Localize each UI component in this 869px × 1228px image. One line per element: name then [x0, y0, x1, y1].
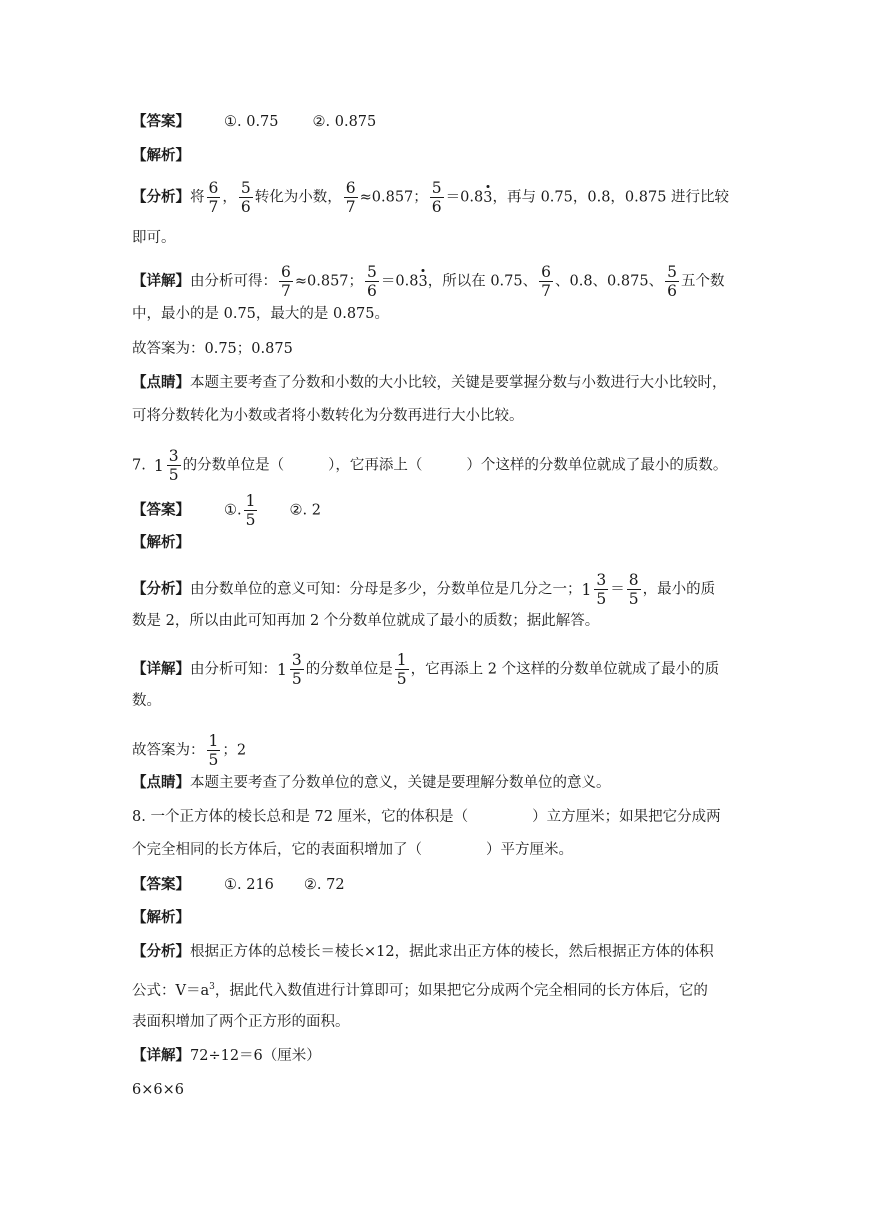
question-text: ）立方厘米；如果把它分成两 — [532, 809, 721, 825]
xiangjie-label: 【详解】 — [132, 1047, 190, 1064]
denominator: 5 — [291, 670, 302, 688]
fraction — [290, 651, 304, 688]
whole-part: 1 — [581, 580, 592, 599]
final-text: ；2 — [222, 742, 247, 759]
fraction — [539, 263, 553, 300]
q8-fenxi-line3: 表面积增加了两个正方形的面积。 — [132, 1014, 350, 1030]
numerator: 3 — [291, 651, 302, 669]
xiangjie-text: ，它再添上 2 个这样的分数单位就成了最小的质 — [410, 661, 720, 678]
numerator: 6 — [541, 263, 551, 281]
denominator: 5 — [628, 590, 639, 608]
q8-jiexi: 【解析】 — [132, 909, 190, 926]
whole-part: 1 — [277, 660, 287, 679]
fenxi-text: ＝ — [610, 581, 625, 598]
fraction — [239, 179, 253, 216]
q6-xiangjie-line2: 中，最小的是 0.75，最大的是 0.875。 — [132, 306, 390, 322]
fenxi-text: ， — [222, 189, 237, 206]
q8-xiangjie-line2: 6×6×6 — [132, 1082, 184, 1098]
numerator: 6 — [281, 263, 291, 281]
answer-1: ①. 0.75 — [224, 114, 279, 130]
fenxi-text: 将 — [190, 189, 205, 206]
fenxi-text: ，再与 0.75，0.8，0.875 进行比较 — [492, 189, 730, 206]
xiangjie-text: 、0.8、0.875、 — [555, 273, 664, 290]
q7-dianjing — [132, 773, 611, 793]
q6-fenxi-line2: 即可。 — [132, 230, 176, 246]
question-text: ），它再添上（ — [328, 457, 423, 474]
numerator: 1 — [396, 651, 407, 669]
denominator: 5 — [245, 511, 256, 529]
mixed-number — [582, 571, 611, 608]
xiangjie-text: ＝0.8 — [380, 273, 419, 290]
denominator: 6 — [431, 198, 442, 216]
fraction — [207, 732, 221, 769]
q7-xiangjie-line1 — [132, 651, 719, 688]
numerator: 6 — [208, 179, 219, 197]
answer-2: ②. 0.875 — [312, 114, 377, 130]
q7-answer-line — [132, 492, 321, 529]
q6-final-answer: 故答案为：0.75；0.875 — [132, 341, 293, 357]
question-text: ）个这样的分数单位就成了最小的质数。 — [466, 457, 728, 474]
denominator: 6 — [240, 198, 251, 216]
q8-fenxi-line2 — [132, 977, 708, 1001]
dianjing-text: 本题主要考查了分数单位的意义，关键是要理解分数单位的意义。 — [190, 775, 611, 791]
fraction — [167, 447, 181, 484]
numerator: 6 — [345, 179, 356, 197]
question-text: 的分数单位是（ — [182, 457, 285, 474]
whole-part: 1 — [153, 456, 164, 475]
fraction — [395, 651, 409, 688]
mixed-number — [154, 447, 183, 484]
fenxi-text: 转化为小数， — [254, 189, 342, 206]
question-text: 8. 一个正方体的棱长总和是 72 厘米，它的体积是（ — [132, 809, 469, 825]
repeating-digit: 3 — [483, 189, 493, 206]
q8-question-line1 — [132, 807, 721, 827]
xiangjie-text: 的分数单位是 — [305, 661, 393, 678]
fraction — [244, 492, 258, 529]
numerator: 5 — [667, 263, 677, 281]
q6-answer-line — [132, 112, 376, 132]
dianjing-label: 【点睛】 — [132, 774, 190, 791]
numerator: 5 — [367, 263, 377, 281]
q8-question-line2 — [132, 840, 573, 860]
fraction — [207, 179, 221, 216]
xiangjie-text: 五个数 — [680, 273, 725, 290]
dianjing-text: 本题主要考查了分数和小数的大小比较，关键是要掌握分数与小数进行大小比较时， — [190, 375, 727, 391]
numerator: 3 — [596, 571, 607, 589]
answer-2: ②. 2 — [289, 502, 321, 519]
numerator: 1 — [245, 492, 256, 510]
answer-2: ②. 72 — [303, 877, 345, 893]
denominator: 5 — [168, 466, 179, 484]
mixed-number — [277, 651, 306, 688]
q8-fenxi-line1 — [132, 942, 714, 962]
denominator: 7 — [208, 198, 219, 216]
xiangjie-text: 由分析可知： — [190, 661, 277, 678]
fenxi-text: ，最小的质 — [642, 581, 716, 598]
fraction — [344, 179, 358, 216]
answer-label: 【答案】 — [132, 113, 190, 130]
denominator: 6 — [367, 282, 377, 300]
denominator: 6 — [667, 282, 677, 300]
exponent: 3 — [209, 982, 215, 992]
q6-dianjing-line1 — [132, 373, 727, 393]
q7-fenxi-line1 — [132, 571, 715, 608]
q8-answer-line — [132, 875, 345, 895]
fraction — [279, 263, 293, 300]
fenxi-text: ≈0.857； — [359, 189, 428, 206]
xiangjie-text: ≈0.857； — [294, 273, 364, 290]
q6-dianjing-line2: 可将分数转化为小数或者将小数转化为分数再进行大小比较。 — [132, 408, 524, 424]
denominator: 5 — [396, 670, 407, 688]
numerator: 8 — [628, 571, 639, 589]
repeating-digit: 3 — [418, 273, 428, 290]
xiangjie-label: 【详解】 — [132, 272, 190, 290]
q7-jiexi: 【解析】 — [132, 534, 190, 551]
final-text: 故答案为： — [132, 742, 205, 759]
fenxi-text: ＝0.8 — [445, 189, 484, 206]
fenxi-label: 【分析】 — [132, 580, 190, 598]
fenxi-text: ，据此代入数值进行计算即可；如果把它分成两个完全相同的长方体后，它的 — [214, 983, 708, 999]
denominator: 7 — [281, 282, 291, 300]
xiangjie-text: 72÷12＝6（厘米） — [190, 1048, 321, 1064]
fraction — [365, 263, 379, 300]
fraction — [430, 179, 444, 216]
denominator: 5 — [596, 590, 607, 608]
question-text: 个完全相同的长方体后，它的表面积增加了（ — [132, 842, 422, 858]
q6-fenxi-line1 — [132, 179, 729, 216]
fenxi-text: 根据正方体的总棱长＝棱长×12，据此求出正方体的棱长，然后根据正方体的体积 — [190, 944, 714, 960]
numerator: 3 — [168, 447, 179, 465]
answer-1: ①. 216 — [224, 877, 274, 893]
answer-1: ①. — [224, 502, 242, 519]
fraction — [594, 571, 608, 608]
q7-fenxi-line2: 数是 2，所以由此可知再加 2 个分数单位就成了最小的质数；据此解答。 — [132, 613, 600, 629]
numerator: 5 — [240, 179, 251, 197]
denominator: 7 — [345, 198, 356, 216]
answer-label: 【答案】 — [132, 876, 190, 893]
q7-question — [132, 447, 727, 484]
answer-label: 【答案】 — [132, 501, 190, 519]
question-text: ）平方厘米。 — [486, 842, 573, 858]
fenxi-text: 公式：V＝a — [132, 983, 210, 999]
fenxi-text: 由分数单位的意义可知：分母是多少，分数单位是几分之一； — [190, 581, 582, 598]
q6-xiangjie-line1 — [132, 263, 724, 300]
fraction — [627, 571, 641, 608]
question-number: 7. — [132, 457, 146, 474]
denominator: 7 — [541, 282, 551, 300]
q8-xiangjie-line1 — [132, 1046, 321, 1066]
fenxi-label: 【分析】 — [132, 188, 190, 206]
denominator: 5 — [208, 751, 219, 769]
fraction — [665, 263, 679, 300]
q7-xiangjie-line2: 数。 — [132, 693, 161, 709]
fenxi-label: 【分析】 — [132, 943, 190, 960]
numerator: 5 — [431, 179, 442, 197]
xiangjie-text: 由分析可得： — [190, 273, 277, 290]
q7-final-answer — [132, 732, 246, 769]
xiangjie-label: 【详解】 — [132, 660, 190, 678]
numerator: 1 — [208, 732, 219, 750]
q6-jiexi: 【解析】 — [132, 147, 190, 164]
xiangjie-text: ，所以在 0.75、 — [427, 273, 538, 290]
dianjing-label: 【点睛】 — [132, 374, 190, 391]
